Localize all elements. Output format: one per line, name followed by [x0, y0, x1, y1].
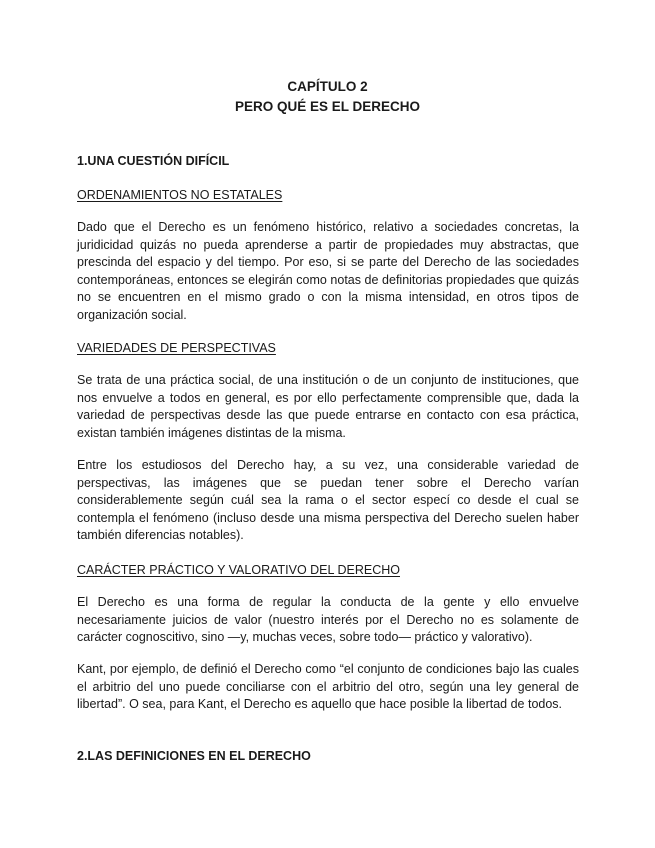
- subsection-variedades-title: VARIEDADES DE PERSPECTIVAS: [77, 341, 276, 355]
- paragraph-caracter-2: Kant, por ejemplo, de definió el Derecho como “el conjunto de condiciones bajo las cuales el arbitrio del uno puede conciliarse con el arbitrio del otro, según una ley general de libertad”. O sea, para Kant, el Derecho es aquello que hace posible la libertad de todos.: [77, 662, 579, 712]
- paragraph-variedades-1: Se trata de una práctica social, de una institución o de un conjunto de instituciones, que nos envuelve a todos en general, es por ello perfectamente comprensible que, dada la variedad de perspectivas desde las que puede entrarse en contacto con esa práctica, existan también imágenes distintas de la misma.: [77, 373, 579, 440]
- paragraph-ordenamientos-1: Dado que el Derecho es un fenómeno histórico, relativo a sociedades concretas, la juridicidad quizás no pueda aprenderse a partir de propiedades muy abstractas, que prescinda del espacio y del tiempo. Por eso, si se parte del Derecho de las sociedades contemporáneas, entonces se elegirán como notas de definitorias propiedades que quizás no se encuentren en el mismo grado o con la misma intensidad, en otros tipos de organización social.: [77, 220, 579, 322]
- section-1-title: 1.UNA CUESTIÓN DIFÍCIL: [77, 154, 230, 168]
- paragraph-variedades-2: Entre los estudiosos del Derecho hay, a su vez, una considerable variedad de perspectivas, las imágenes que se puedan tener sobre el Derecho varían considerablemente según cuál sea la rama o el sector especí co desde el cual se contempla el fenómeno (incluso desde una misma perspectiva del Derecho suelen haber también diferencias notables).: [77, 458, 579, 543]
- subsection-caracter-title: CARÁCTER PRÁCTICO Y VALORATIVO DEL DERECHO: [77, 563, 400, 577]
- section-2-title: 2.LAS DEFINICIONES EN EL DERECHO: [77, 749, 311, 763]
- chapter-heading: [0, 77, 655, 117]
- paragraph-caracter-1: El Derecho es una forma de regular la conducta de la gente y ello envuelve necesariamente juicios de valor (nuestro interés por el Derecho no es solamente de carácter cognoscitivo, sino —y, muchas veces, sobre todo— práctico y valorativo).: [77, 595, 579, 645]
- chapter-title: PERO QUÉ ES EL DERECHO: [234, 99, 421, 114]
- subsection-ordenamientos-title: ORDENAMIENTOS NO ESTATALES: [77, 188, 283, 202]
- chapter-number: CAPÍTULO 2: [287, 79, 368, 94]
